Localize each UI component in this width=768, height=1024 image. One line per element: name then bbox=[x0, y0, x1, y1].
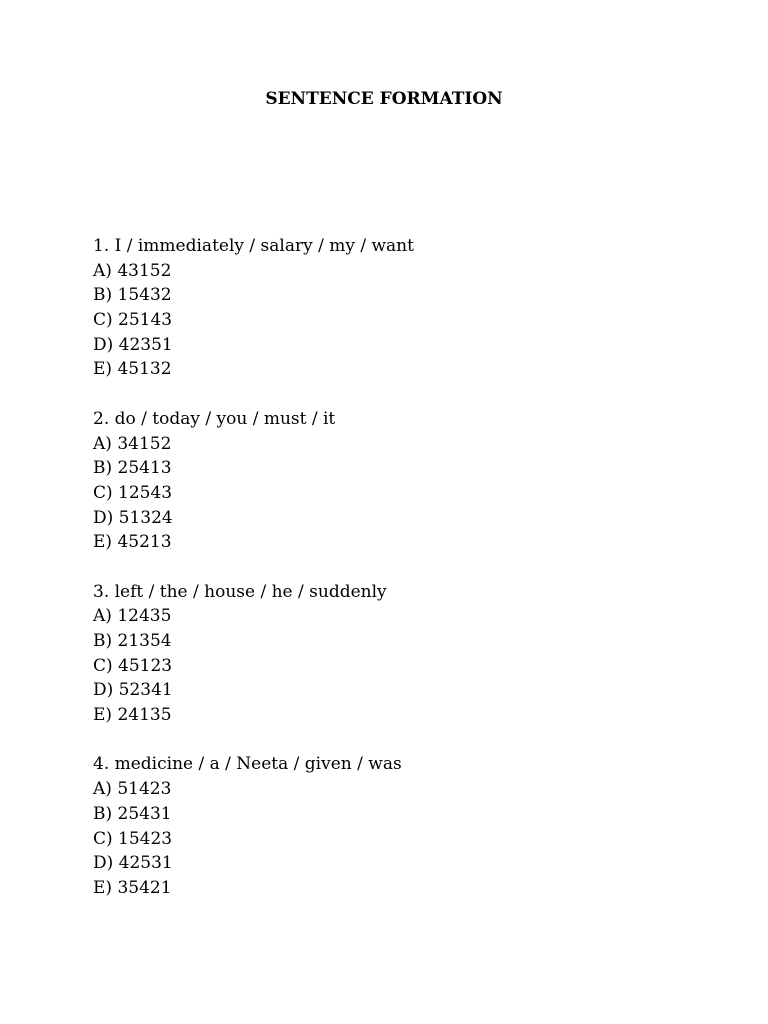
question-1 bbox=[93, 234, 693, 382]
option-e: E) 45132 bbox=[93, 359, 172, 380]
option-d: D) 51324 bbox=[93, 507, 173, 528]
option-a: A) 51423 bbox=[93, 779, 172, 800]
option-d: D) 42531 bbox=[93, 853, 173, 874]
option-d: D) 42351 bbox=[93, 334, 173, 355]
option-e: E) 24135 bbox=[93, 705, 172, 726]
option-a: A) 43152 bbox=[93, 260, 172, 281]
option-b: B) 25413 bbox=[93, 458, 172, 479]
option-c: C) 15423 bbox=[93, 828, 173, 849]
question-prompt: 1. I / immediately / salary / my / want bbox=[93, 236, 414, 256]
option-c: C) 45123 bbox=[93, 655, 173, 676]
question-list bbox=[93, 234, 693, 925]
option-d: D) 52341 bbox=[93, 680, 173, 701]
question-prompt: 4. medicine / a / Neeta / given / was bbox=[93, 754, 402, 775]
option-e: E) 45213 bbox=[93, 532, 172, 553]
question-prompt: 3. left / the / house / he / suddenly bbox=[93, 581, 387, 602]
question-3 bbox=[93, 580, 693, 728]
question-2 bbox=[93, 407, 693, 555]
option-b: B) 15432 bbox=[93, 285, 172, 306]
option-c: C) 25143 bbox=[93, 310, 173, 331]
page-title: SENTENCE FORMATION bbox=[265, 89, 503, 109]
option-b: B) 21354 bbox=[93, 631, 172, 651]
option-e: E) 35421 bbox=[93, 877, 172, 898]
option-c: C) 12543 bbox=[93, 482, 173, 503]
question-4 bbox=[93, 752, 693, 900]
question-prompt: 2. do / today / you / must / it bbox=[93, 408, 336, 429]
option-a: A) 34152 bbox=[93, 433, 172, 454]
option-b: B) 25431 bbox=[93, 803, 172, 824]
option-a: A) 12435 bbox=[93, 606, 172, 627]
